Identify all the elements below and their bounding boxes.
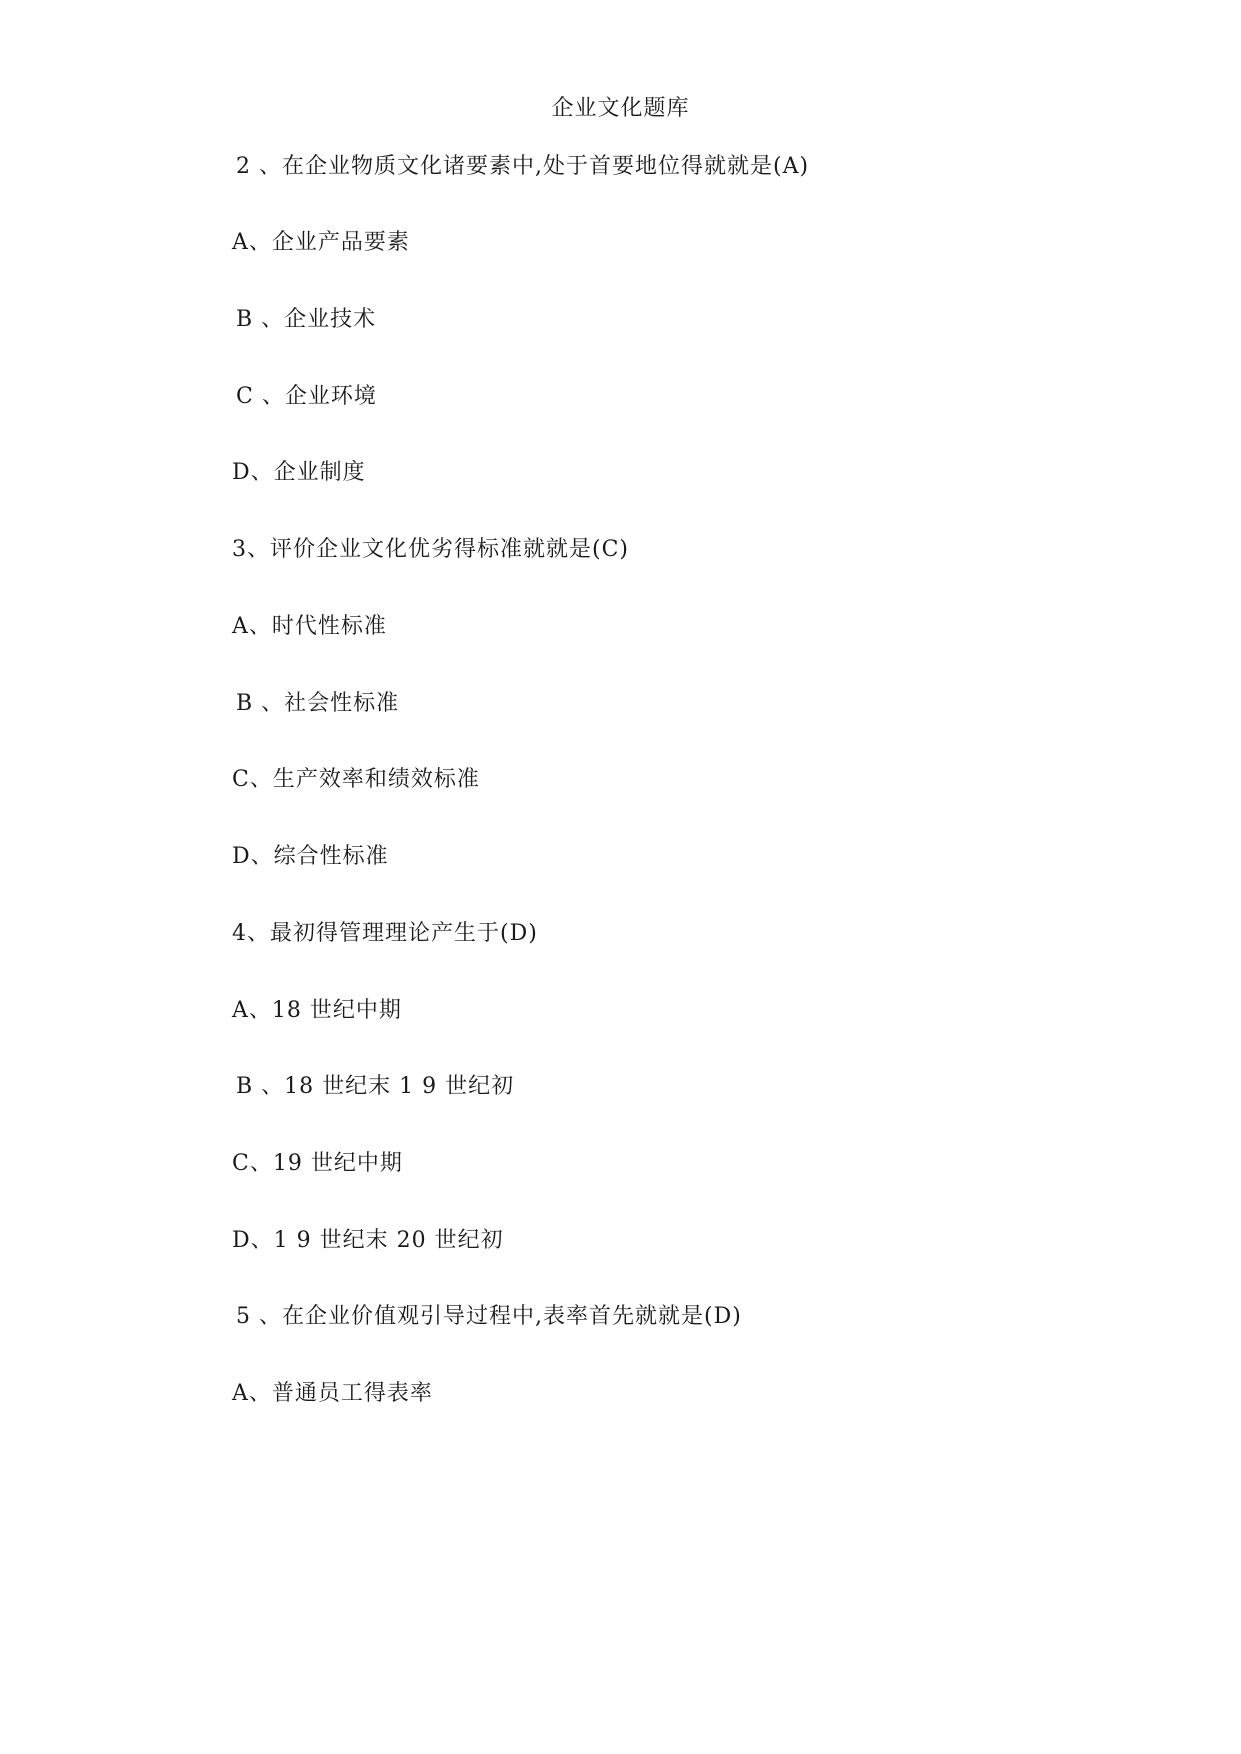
- question-4-option-d: D、1 9 世纪末 20 世纪初: [232, 1228, 504, 1253]
- document-title: 企业文化题库: [551, 96, 690, 121]
- question-5: 5 、在企业价值观引导过程中,表率首先就就是(D): [236, 1304, 742, 1329]
- question-2: 2 、在企业物质文化诸要素中,处于首要地位得就就是(A): [236, 154, 810, 179]
- question-2-option-d: D、企业制度: [232, 460, 366, 485]
- question-3-option-c: C、生产效率和绩效标准: [232, 767, 480, 792]
- question-4: 4、最初得管理理论产生于(D): [232, 921, 538, 946]
- question-2-option-b: B 、企业技术: [236, 307, 377, 332]
- question-4-option-b: B 、18 世纪末 1 9 世纪初: [236, 1074, 515, 1099]
- question-4-option-c: C、19 世纪中期: [232, 1151, 403, 1176]
- question-5-option-a: A、普通员工得表率: [232, 1381, 433, 1406]
- question-3-option-d: D、综合性标准: [232, 844, 389, 869]
- question-3: 3、评价企业文化优劣得标准就就是(C): [232, 537, 629, 562]
- question-2-option-c: C 、企业环境: [236, 384, 377, 409]
- question-3-option-a: A、时代性标准: [232, 614, 387, 639]
- question-2-option-a: A、企业产品要素: [232, 230, 410, 255]
- question-4-option-a: A、18 世纪中期: [232, 998, 402, 1023]
- question-3-option-b: B 、社会性标准: [236, 691, 400, 716]
